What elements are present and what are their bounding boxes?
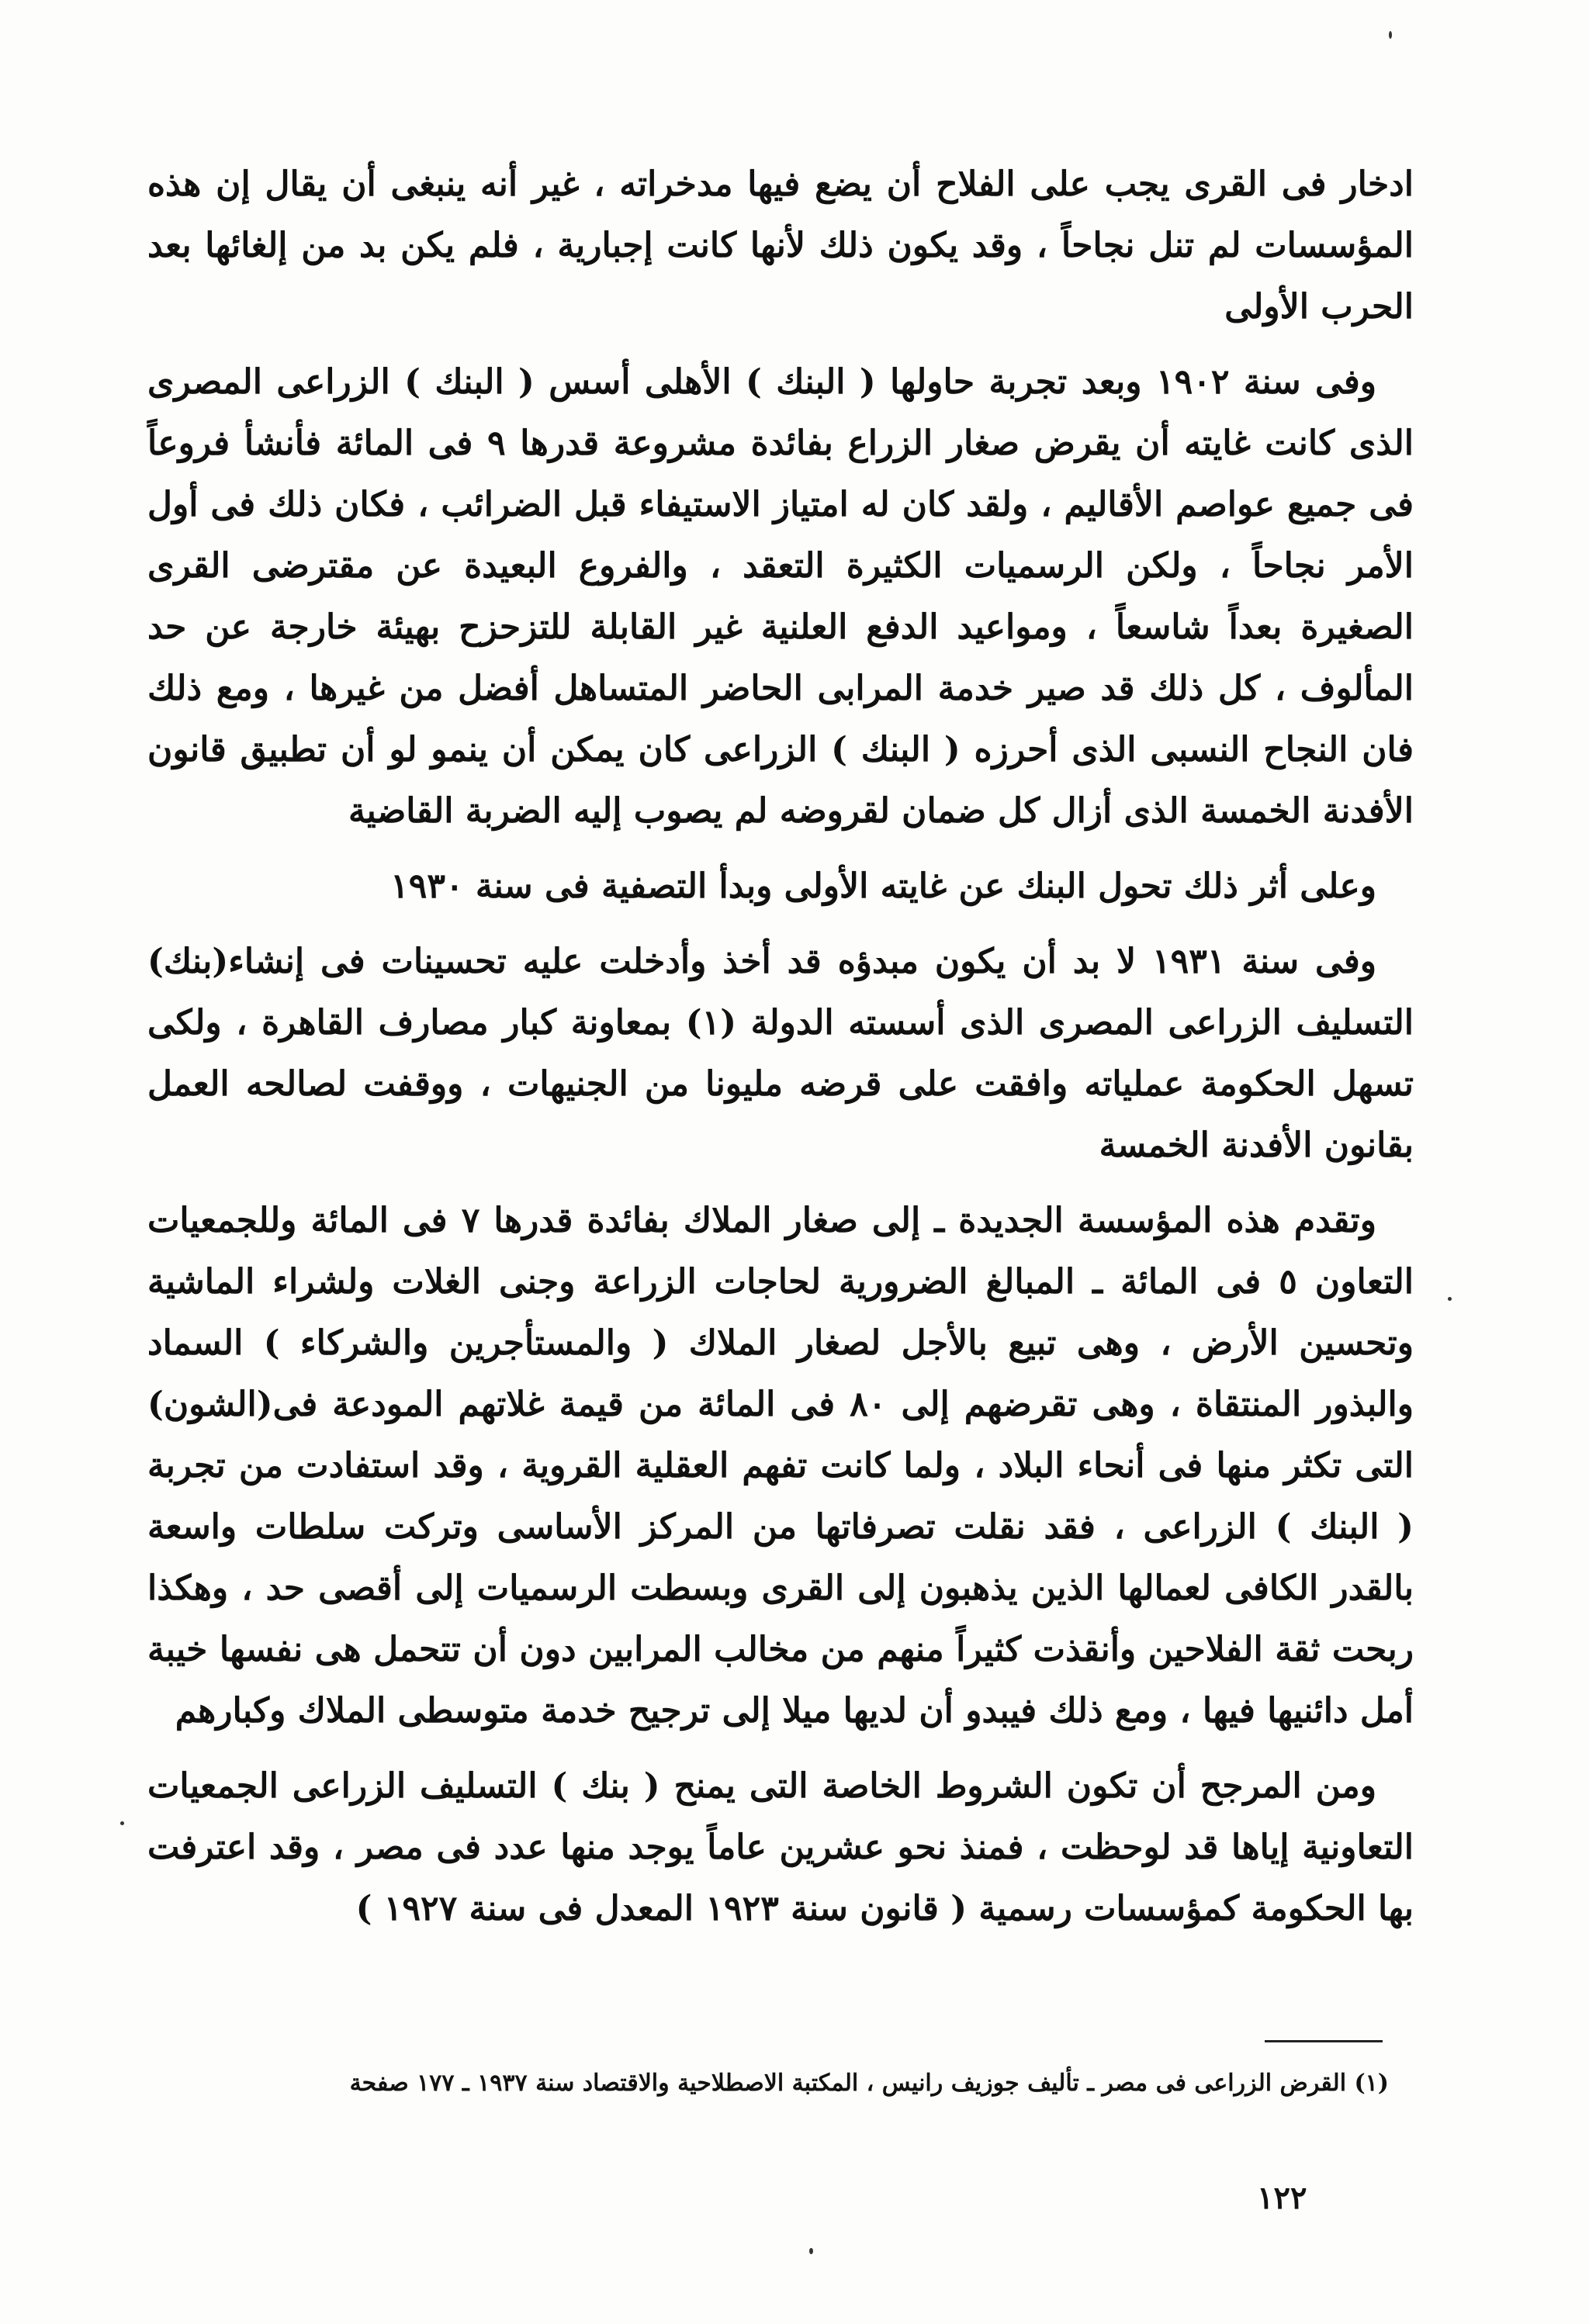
footnote: (١) القرض الزراعى فى مصر ـ تأليف جوزيف رانيس ، المكتبة الاصطلاحية والاقتصاد سنة ١٩٣٧ ـ ١٧٧ صفحة [349,2070,1389,2097]
paragraph-3: وعلى أثر ذلك تحول البنك عن غايته الأولى وبدأ التصفية فى سنة ١٩٣٠ [390,866,1376,906]
scan-speck [1389,31,1392,39]
footnote-divider [1265,2040,1383,2042]
paragraph-5: وتقدم هذه المؤسسة الجديدة ـ إلى صغار الملاك بفائدة قدرها ٧ فى المائة وللجمعيات التعاون ٥ فى المائة ـ المبالغ الضرورية لحاجات الزراعة وجنى الغلات ولشراء الماشية وتحسين الأرض ، وهى تبيع بالأجل لصغار الملاك ( والمستأجرين والشركاء ) السماد والبذور المنتقاة ، وهى تقرضهم إلى ٨٠ فى المائة من قيمة غلاتهم المودعة فى(الشون) التى تكثر منها فى أنحاء البلاد ، ولما كانت تفهم العقلية القروية ، وقد استفادت من تجربة ( البنك ) الزراعى ، فقد نقلت تصرفاتها من المركز الأساسى وتركت سلطات واسعة بالقدر الكافى لعمالها الذين يذهبون إلى القرى وبسطت الرسميات إلى أقصى حد ، وهكذا ربحت ثقة الفلاحين وأنقذت كثيراً منهم من مخالب المرابين دون أن تتحمل هى نفسها خيبة أمل دائنيها فيها ، ومع ذلك فيبدو أن لديها ميلا إلى ترجيح خدمة متوسطى الملاك وكبارهم [147,1201,1414,1731]
scan-speck [1448,1297,1452,1301]
paragraph-1: ادخار فى القرى يجب على الفلاح أن يضع فيها مدخراته ، غير أنه ينبغى أن يقال إن هذه المؤسسات لم تنل نجاحاً ، وقد يكون ذلك لأنها كانت إجبارية ، فلم يكن بد من إلغائها بعد الحرب الأولى [147,164,1414,327]
body-text [147,154,1414,1953]
paragraph-6: ومن المرجح أن تكون الشروط الخاصة التى يمنح ( بنك ) التسليف الزراعى الجمعيات التعاونية إياها قد لوحظت ، فمنذ نحو عشرين عاماً يوجد منها عدد فى مصر ، وقد اعترفت بها الحكومة كمؤسسات رسمية ( قانون سنة ١٩٢٣ المعدل فى سنة ١٩٢٧ ) [147,1766,1414,1928]
paragraph-4: وفى سنة ١٩٣١ لا بد أن يكون مبدؤه قد أخذ وأدخلت عليه تحسينات فى إنشاء(بنك) التسليف الزراعى المصرى الذى أسسته الدولة (١) بمعاونة كبار مصارف القاهرة ، ولكى تسهل الحكومة عملياته وافقت على قرضه مليونا من الجنيهات ، ووقفت لصالحه العمل بقانون الأفدنة الخمسة [147,942,1414,1165]
page-number: ١٢٢ [1257,2180,1307,2216]
scan-speck [809,2248,813,2254]
scan-speck [120,1821,124,1825]
paragraph-2: وفى سنة ١٩٠٢ وبعد تجربة حاولها ( البنك ) الأهلى أسس ( البنك ) الزراعى المصرى الذى كانت غايته أن يقرض صغار الزراع بفائدة مشروعة قدرها ٩ فى المائة فأنشأ فروعاً فى جميع عواصم الأقاليم ، ولقد كان له امتياز الاستيفاء قبل الضرائب ، فكان ذلك فى أول الأمر نجاحاً ، ولكن الرسميات الكثيرة التعقد ، والفروع البعيدة عن مقترضى القرى الصغيرة بعداً شاسعاً ، ومواعيد الدفع العلنية غير القابلة للتزحزح بهيئة خارجة عن حد المألوف ، كل ذلك قد صير خدمة المرابى الحاضر المتساهل أفضل من غيرها ، ومع ذلك فان النجاح النسبى الذى أحرزه ( البنك ) الزراعى كان يمكن أن ينمو لو أن تطبيق قانون الأفدنة الخمسة الذى أزال كل ضمان لقروضه لم يصوب إليه الضربة القاضية [147,362,1414,831]
